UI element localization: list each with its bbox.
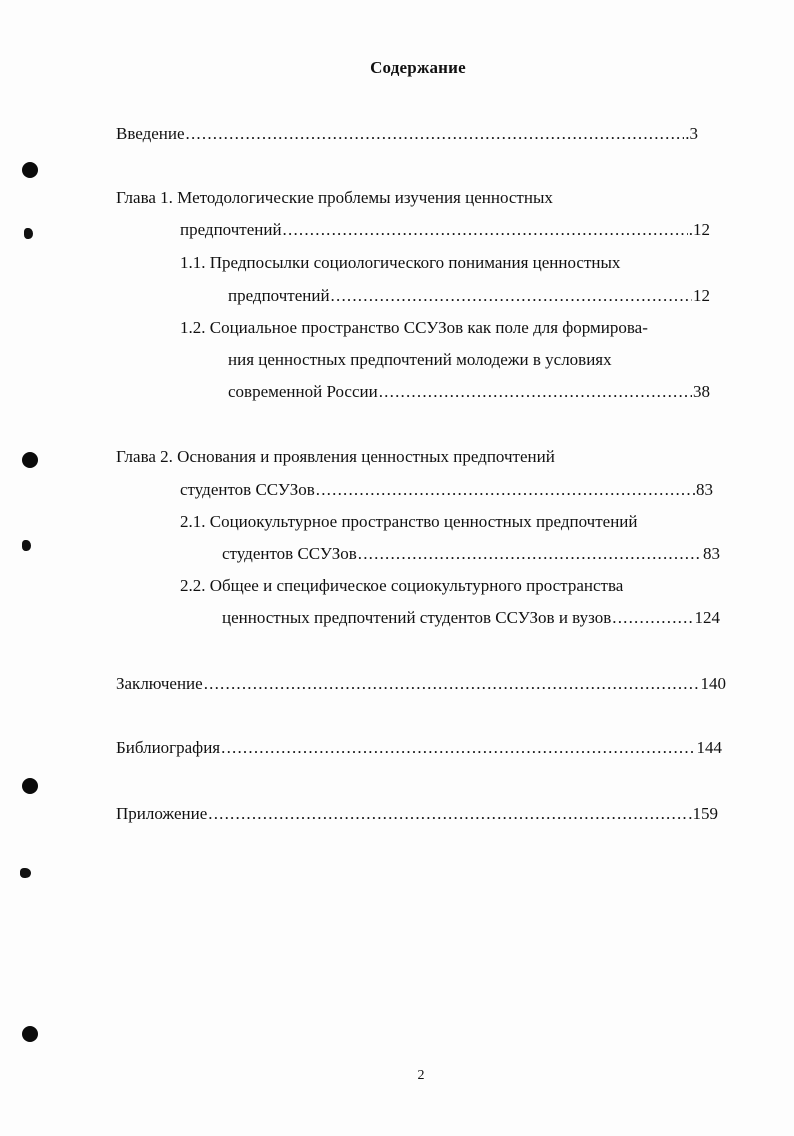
toc-leader [221,738,695,758]
toc-entry-conclusion[interactable] [116,674,726,694]
toc-page-number: .3 [685,124,698,143]
toc-label: Введение [116,124,185,143]
toc-entry-appendix[interactable] [116,804,718,824]
toc-leader [186,124,685,144]
toc-section-1-2-title[interactable]: 1.2. Социальное пространство ССУЗов как поле для формирова- [180,318,648,337]
toc-page-number: 144 [696,738,722,757]
punch-hole [22,778,38,794]
toc-entry-section-1-1[interactable] [228,286,710,306]
toc-leader [283,220,688,240]
scan-blot [20,868,31,878]
punch-hole [22,452,38,468]
page-number: 2 [417,1068,425,1083]
toc-label: предпочтений [228,286,330,305]
toc-label: современной России [228,382,378,401]
toc-leader [612,608,693,628]
toc-entry-chapter-1[interactable] [180,220,710,240]
scan-blot [24,228,33,239]
toc-page-number: 38 [693,382,710,401]
toc-leader [379,382,692,402]
toc-leader [358,544,702,564]
toc-entry-chapter-2[interactable] [180,480,713,500]
toc-leader [204,674,700,694]
toc-page-number: .159 [688,804,718,823]
toc-page-number: 124 [694,608,720,627]
toc-chapter-1-title[interactable]: Глава 1. Методологические проблемы изучения ценностных [116,188,553,207]
toc-chapter-2-title[interactable]: Глава 2. Основания и проявления ценностных предпочтений [116,447,555,466]
toc-page-number: 83 [703,544,720,563]
toc-label: студентов ССУЗов [180,480,315,499]
toc-label: предпочтений [180,220,282,239]
toc-page-number: 12 [693,286,710,305]
toc-label: Заключение [116,674,203,693]
toc-entry-bibliography[interactable] [116,738,722,758]
toc-page-number: .12 [688,220,710,239]
toc-page-number: 83 [696,480,713,499]
toc-leader [331,286,692,306]
toc-label: Библиография [116,738,221,757]
toc-leader [316,480,695,500]
toc-entry-intro[interactable] [116,124,698,144]
toc-label: ценностных предпочтений студентов ССУЗов и вузов [222,608,612,627]
punch-hole [22,162,38,178]
toc-section-2-1-title[interactable]: 2.1. Социокультурное пространство ценностных предпочтений [180,512,638,531]
toc-entry-section-2-1[interactable] [222,544,720,564]
toc-page-number: 140 [700,674,726,693]
punch-hole [22,1026,38,1042]
toc-label: Приложение [116,804,208,823]
toc-leader [208,804,687,824]
toc-section-2-2-title[interactable]: 2.2. Общее и специфическое социокультурного пространства [180,576,624,595]
scan-blot [22,540,31,551]
page-title: Содержание [370,58,466,77]
toc-entry-section-2-2[interactable] [222,608,720,628]
toc-section-1-2-line2: ния ценностных предпочтений молодежи в условиях [228,350,612,369]
toc-label: студентов ССУЗов [222,544,357,563]
toc-entry-section-1-2[interactable] [228,382,710,402]
toc-section-1-1-title[interactable]: 1.1. Предпосылки социологического понимания ценностных [180,253,621,272]
